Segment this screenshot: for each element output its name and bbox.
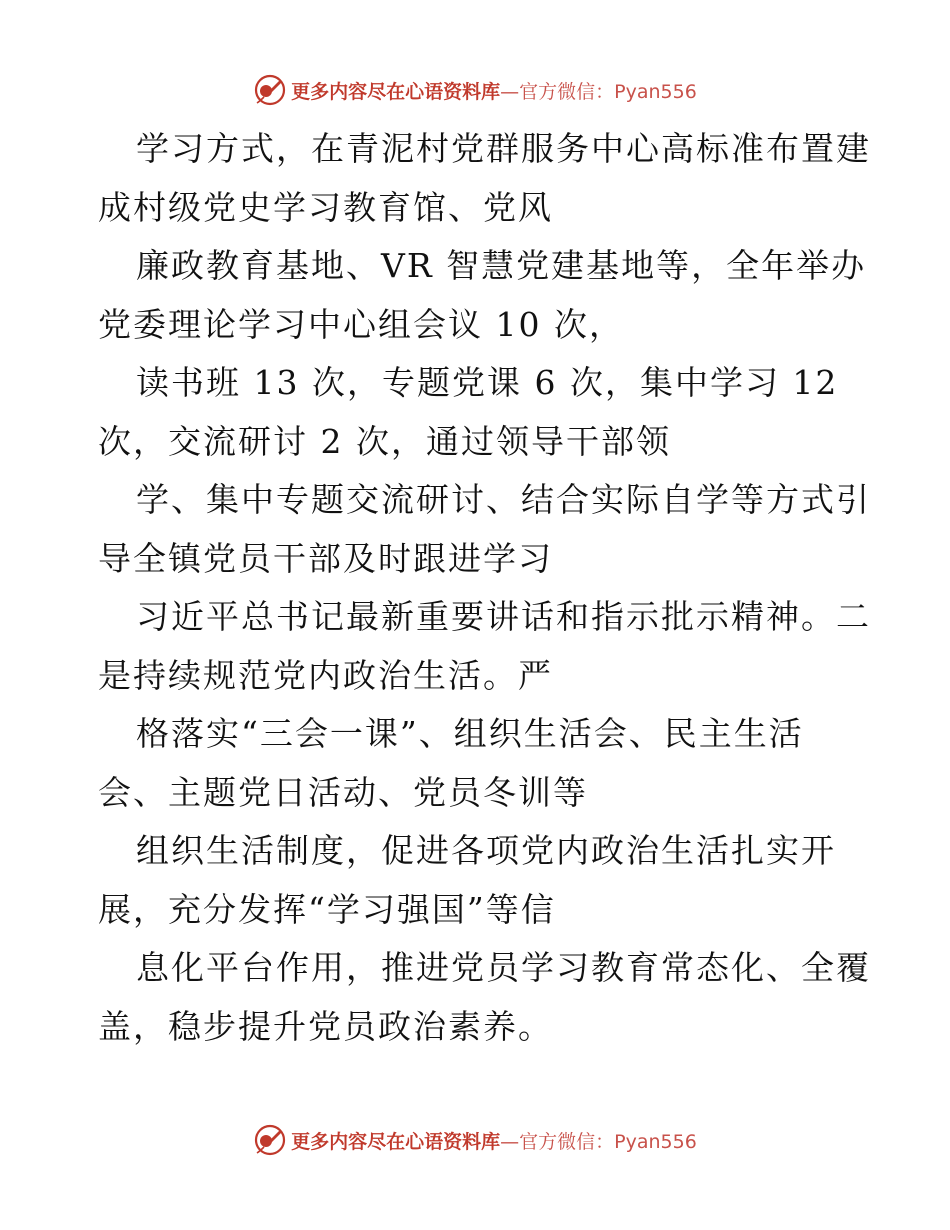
watermark-text: 更多内容尽在心语资料库—官方微信：Pyan556	[291, 80, 697, 103]
text-line: 党委理论学习中心组会议 10 次，	[98, 304, 624, 344]
text-line: 读书班 13 次，专题党课 6 次，集中学习 12	[136, 363, 839, 402]
text-line: 成村级党史学习教育馆、党风	[98, 187, 553, 227]
text-line: 格落实“三会一课”、组织生活会、民主生活	[136, 714, 804, 753]
text-line: 习近平总书记最新重要讲话和指示批示精神。二	[136, 597, 871, 636]
footer-watermark	[0, 1120, 950, 1160]
text-line: 学、集中专题交流研讨、结合实际自学等方式引	[136, 480, 871, 519]
text-line: 学习方式，在青泥村党群服务中心高标准布置建	[136, 129, 871, 168]
text-line: 廉政教育基地、VR 智慧党建基地等，全年举办	[136, 246, 867, 285]
text-line: 展，充分发挥“学习强国”等信	[98, 889, 556, 929]
text-line: 会、主题党日活动、党员冬训等	[98, 772, 588, 812]
watermark-text: 更多内容尽在心语资料库—官方微信：Pyan556	[291, 1130, 697, 1153]
text-line: 次，交流研讨 2 次，通过领导干部领	[98, 421, 671, 461]
text-line: 盖，稳步提升党员政治素养。	[98, 1006, 553, 1046]
red-circle-pen-logo-icon	[253, 1123, 287, 1157]
red-circle-pen-logo-icon	[253, 73, 287, 107]
text-line: 是持续规范党内政治生活。严	[98, 655, 553, 695]
text-line: 息化平台作用，推进党员学习教育常态化、全覆	[136, 948, 871, 987]
text-line: 组织生活制度，促进各项党内政治生活扎实开	[136, 831, 836, 870]
header-watermark	[0, 70, 950, 110]
document-body	[98, 120, 871, 1056]
text-line: 导全镇党员干部及时跟进学习	[98, 538, 553, 578]
